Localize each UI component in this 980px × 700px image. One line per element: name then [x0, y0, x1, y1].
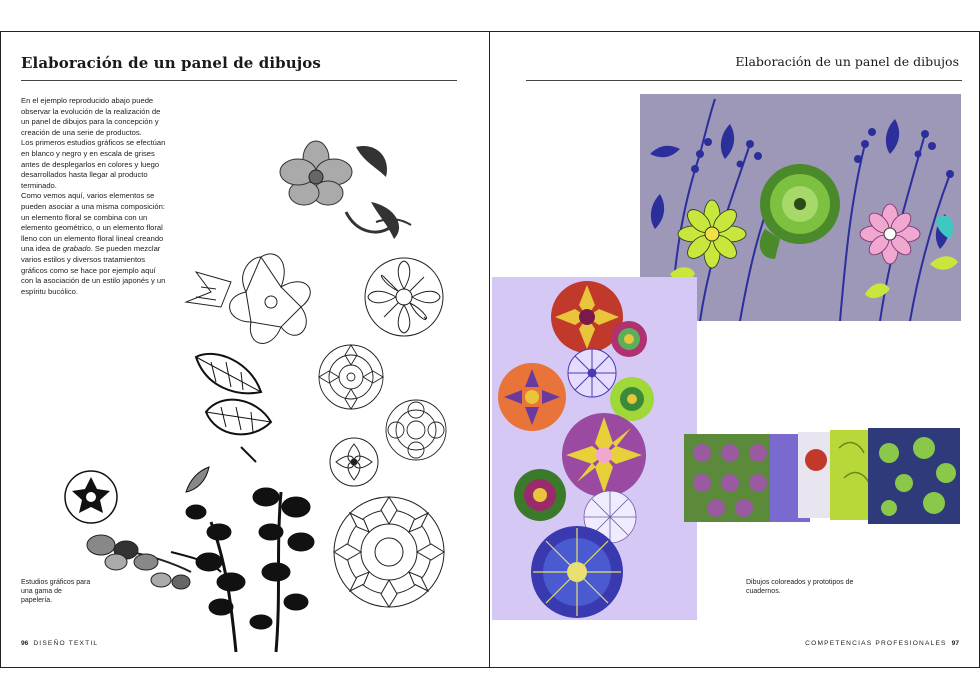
right-folio-label: COMPETENCIAS PROFESIONALES — [805, 640, 947, 647]
paragraph-3-end: . Se pueden mezclar varios estilos y diversos tratamientos gráficos como se hace por ejemplo aquí con la asociación de un estilo japonés y un espíritu bucólico. — [21, 244, 166, 296]
right-page — [489, 31, 980, 668]
paragraph-1: En el ejemplo reproducido abajo puede observar la evolución de la realización de un panel de dibujos para la concepción y creación de una serie de productos. — [21, 96, 161, 137]
paragraph-3-text: Como vemos aquí, varios elementos se pueden asociar a una misma composición: un elemento floral se combina con un elemento geométrico, o un elemento floral lleno con un elemento floral lineal creando una idea de — [21, 191, 165, 254]
mandala-navy — [531, 526, 623, 618]
eucalyptus-branch — [171, 467, 314, 652]
notebook-prototypes — [684, 428, 960, 526]
left-folio-label: DISEÑO TEXTIL — [33, 640, 99, 647]
left-folio — [21, 640, 98, 647]
gray-leaf-sprig — [87, 535, 191, 589]
black-star-mandala — [65, 471, 117, 523]
lily-line-sketch — [186, 254, 310, 344]
right-title-rule — [526, 80, 962, 81]
left-page — [0, 31, 490, 668]
mandala-green — [514, 469, 566, 521]
small-mandala-2 — [386, 400, 446, 460]
mandala-big-pink — [562, 413, 646, 497]
mandala-violet-lines — [568, 349, 616, 397]
sketch-illustrations — [61, 132, 461, 662]
grabado-italic: grabado — [62, 244, 91, 254]
mandala-lime — [610, 377, 654, 421]
small-mandala-3 — [330, 438, 378, 486]
right-caption: Dibujos coloreados y prototipos de cuadernos. — [746, 579, 854, 595]
circle-mandala-sketch — [365, 258, 443, 336]
left-page-number: 96 — [21, 640, 29, 647]
right-folio — [805, 640, 959, 647]
left-page-title: Elaboración de un panel de dibujos — [21, 54, 321, 72]
mandala-small-pink — [611, 321, 647, 357]
mandala-orange — [498, 363, 566, 431]
leaf-sketch — [196, 354, 271, 462]
left-caption: Estudios gráficos para una gama de papelería. — [21, 579, 91, 604]
dahlia-sketch — [334, 497, 444, 607]
paragraph-2: Los primeros estudios gráficos se efectúan en blanco y negro y en escala de grises antes de desplegarlos en colores y luego desarrollados hasta llegar al producto terminado. — [21, 138, 166, 190]
left-title-rule — [21, 80, 457, 81]
small-mandala-1 — [319, 345, 383, 409]
mandala-panel — [492, 277, 697, 620]
right-page-title: Elaboración de un panel de dibujos — [735, 54, 959, 69]
right-page-number: 97 — [951, 640, 959, 647]
gray-flower-sketch — [280, 141, 411, 239]
